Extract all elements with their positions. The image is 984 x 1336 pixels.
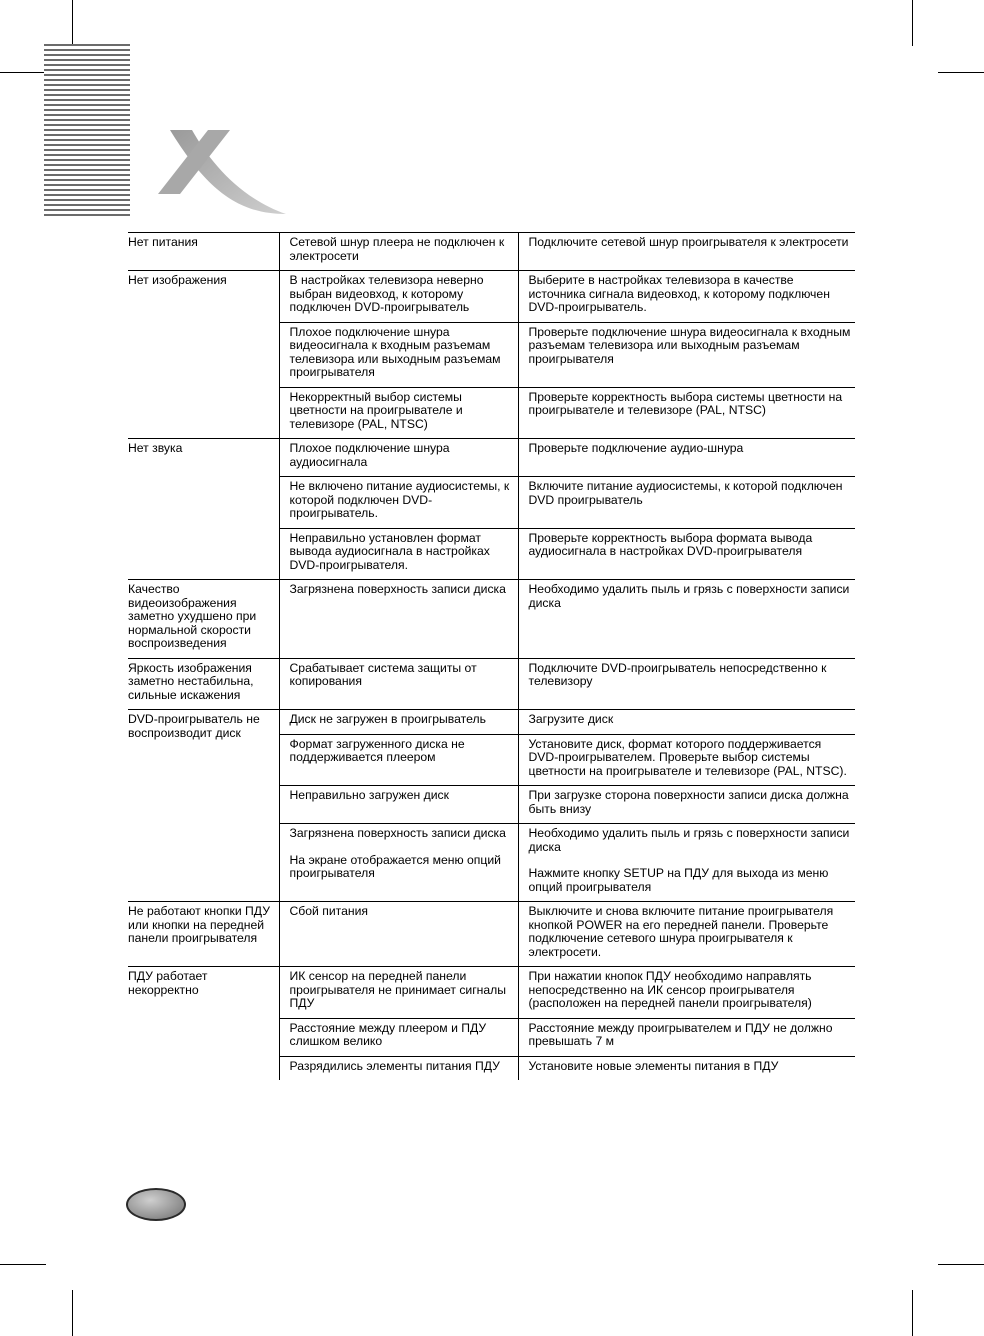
solution-cell	[518, 658, 855, 710]
cause-text: На экране отображается меню опций проигрывателя	[289, 852, 501, 880]
crop-mark	[72, 1290, 73, 1336]
solution-cell	[518, 1056, 855, 1080]
table-row	[128, 658, 855, 710]
cause-text: Некорректный выбор системы цветности на проигрывателе и телевизоре (PAL, NTSC)	[289, 389, 463, 431]
solution-cell	[518, 824, 855, 902]
solution-text: Проверьте подключение шнура видеосигнала к входным разъемам телевизора или выходным разъемам проигрывателя	[528, 324, 851, 366]
cause-cell	[279, 580, 518, 659]
solution-text: Необходимо удалить пыль и грязь с поверхности записи диска	[528, 582, 850, 610]
solution-cell	[518, 902, 855, 967]
cause-cell	[279, 322, 518, 387]
solution-cell	[518, 786, 855, 824]
cause-cell	[279, 967, 518, 1019]
table-row	[128, 233, 855, 271]
problem-cell: Качество видеоизображения заметно ухудшено при нормальной скорости воспроизведения	[128, 580, 279, 659]
cause-cell	[279, 528, 518, 580]
solution-text: Нажмите кнопку SETUP на ПДУ для выхода из меню опций проигрывателя	[528, 866, 829, 894]
problem-cell: Нет звука	[128, 439, 279, 580]
crop-mark	[938, 72, 984, 73]
solution-text: Загрузите диск	[528, 712, 614, 726]
crop-mark	[938, 1264, 984, 1265]
cause-text: Срабатывает система защиты от копирования	[289, 660, 477, 688]
table-row	[128, 439, 855, 477]
solution-text: Включите питание аудиосистемы, к которой подключен DVD проигрыватель	[528, 479, 843, 507]
solution-cell	[518, 233, 855, 271]
solution-text: Установите новые элементы питания в ПДУ	[528, 1058, 779, 1073]
crop-mark	[912, 0, 913, 46]
cause-text: В настройках телевизора неверно выбран видеовход, к которому подключен DVD-проигрыватель	[289, 273, 484, 314]
solution-text: При нажатии кнопок ПДУ необходимо направлять непосредственно на ИК сенсор проигрывателя (расположен на передней панели проигрывателя)	[528, 969, 812, 1010]
cause-cell	[279, 271, 518, 323]
crop-mark	[0, 1264, 46, 1265]
cause-text: Диск не загружен в проигрыватель	[289, 712, 486, 726]
solution-cell	[518, 477, 855, 529]
table-row	[128, 967, 855, 1019]
solution-cell	[518, 734, 855, 786]
troubleshooting-table	[128, 232, 855, 1080]
cause-cell	[279, 477, 518, 529]
solution-cell	[518, 710, 855, 735]
page-number-badge	[126, 1188, 186, 1221]
solution-cell	[518, 387, 855, 439]
solution-text: При загрузке сторона поверхности записи диска должна быть внизу	[528, 788, 849, 816]
solution-text: Проверьте корректность выбора системы цветности на проигрывателе и телевизоре (PAL, NTSC)	[528, 389, 843, 417]
cause-text: Сбой питания	[289, 904, 369, 918]
solution-text: Установите диск, формат которого поддерживается DVD-проигрывателем. Проверьте выбор системы цветности на проигрывателе и телевизоре (PAL, NTSC).	[528, 736, 847, 778]
problem-cell: DVD-проигрыватель не воспроизводит диск	[128, 710, 279, 902]
cause-text: Загрязнена поверхность записи диска	[289, 826, 506, 840]
problem-cell: Не работают кнопки ПДУ или кнопки на передней панели проигрывателя	[128, 902, 279, 967]
cause-cell	[279, 710, 518, 735]
cause-text: Плохое подключение шнура аудиосигнала	[289, 441, 450, 469]
cause-cell	[279, 1018, 518, 1056]
cause-cell	[279, 824, 518, 902]
table-row	[128, 271, 855, 323]
cause-text: Не включено питание аудиосистемы, к которой подключен DVD-проигрыватель.	[289, 479, 510, 520]
solution-cell	[518, 1018, 855, 1056]
solution-text: Проверьте подключение аудио-шнура	[528, 441, 744, 455]
solution-cell	[518, 528, 855, 580]
cause-text: Неправильно загружен диск	[289, 788, 449, 802]
cause-text: ИК сенсор на передней панели проигрывателя не принимает сигналы ПДУ	[289, 969, 507, 1010]
solution-text: Выберите в настройках телевизора в качестве источника сигнала видеовход, к которому подключен DVD-проигрыватель.	[528, 273, 830, 314]
solution-text: Выключите и снова включите питание проигрывателя кнопкой POWER на его передней панели. Проверьте подключение сетевого шнура проигрывателя к электросети.	[528, 904, 834, 959]
table-row	[128, 902, 855, 967]
cause-cell	[279, 658, 518, 710]
cause-cell	[279, 786, 518, 824]
cause-cell	[279, 1056, 518, 1080]
solution-text: Подключите сетевой шнур проигрывателя к электросети	[528, 235, 849, 249]
solution-text: Расстояние между проигрывателем и ПДУ не должно превышать 7 м	[528, 1020, 833, 1048]
solution-cell	[518, 439, 855, 477]
solution-text: Необходимо удалить пыль и грязь с поверхности записи диска	[528, 826, 850, 854]
solution-cell	[518, 271, 855, 323]
solution-cell	[518, 967, 855, 1019]
table-row	[128, 710, 855, 735]
cause-text: Разрядились элементы питания ПДУ	[289, 1058, 500, 1073]
cause-cell	[279, 387, 518, 439]
cause-cell	[279, 233, 518, 271]
cause-text: Расстояние между плеером и ПДУ слишком велико	[289, 1020, 487, 1048]
solution-cell	[518, 322, 855, 387]
problem-cell: Нет питания	[128, 233, 279, 271]
brand-x-logo-icon	[150, 122, 290, 222]
cause-text: Плохое подключение шнура видеосигнала к входным разъемам телевизора или выходным разъемам проигрывателя	[289, 324, 501, 379]
crop-mark	[72, 0, 73, 46]
cause-text: Формат загруженного диска не поддерживается плеером	[289, 736, 465, 764]
crop-mark	[912, 1290, 913, 1336]
cause-text: Сетевой шнур плеера не подключен к электросети	[289, 235, 505, 263]
header-stripes	[44, 44, 130, 216]
cause-cell	[279, 439, 518, 477]
cause-text: Загрязнена поверхность записи диска	[289, 582, 506, 596]
solution-cell	[518, 580, 855, 659]
solution-text: Подключите DVD-проигрыватель непосредственно к телевизору	[528, 660, 827, 688]
cause-cell	[279, 734, 518, 786]
problem-cell: Нет изображения	[128, 271, 279, 439]
cause-cell	[279, 902, 518, 967]
problem-cell: Яркость изображения заметно нестабильна, сильные искажения	[128, 658, 279, 710]
crop-mark	[0, 72, 46, 73]
problem-cell: ПДУ работает некорректно	[128, 967, 279, 1081]
cause-text: Неправильно установлен формат вывода аудиосигнала в настройках DVD-проигрывателя.	[289, 530, 490, 572]
solution-text: Проверьте корректность выбора формата вывода аудиосигнала в настройках DVD-проигрывателя	[528, 530, 813, 558]
table-row	[128, 580, 855, 659]
